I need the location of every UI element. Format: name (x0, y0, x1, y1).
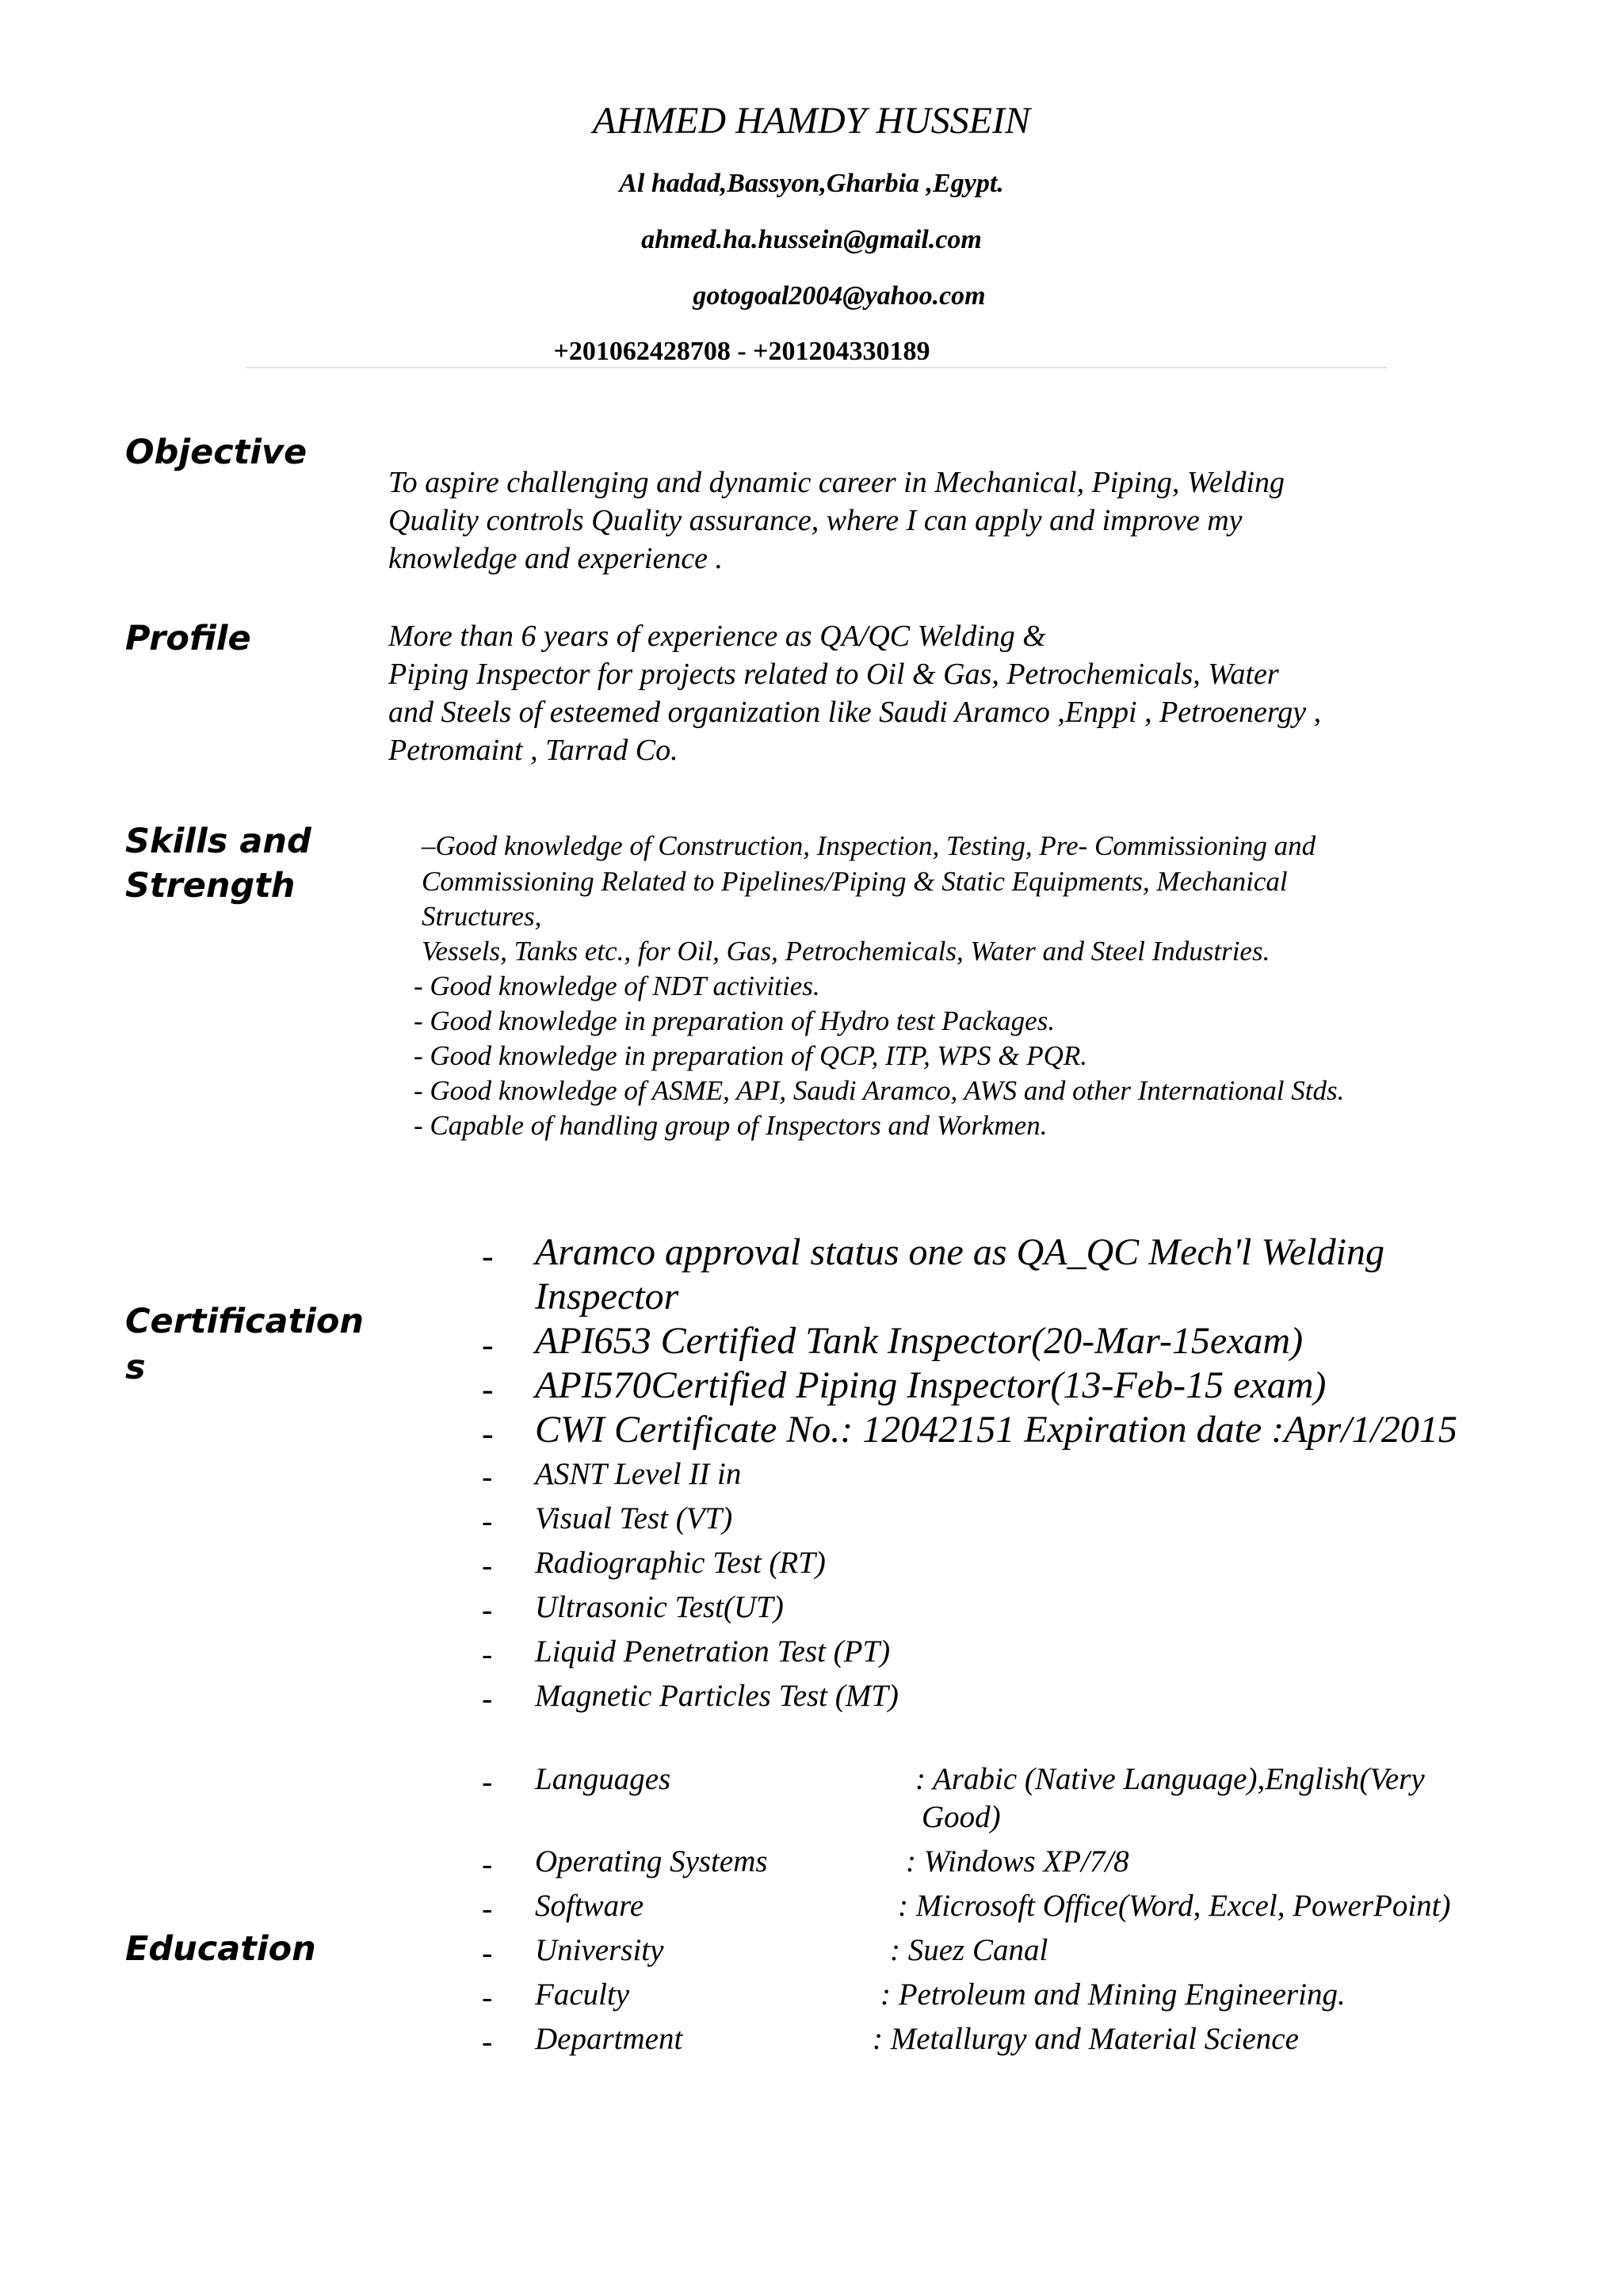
ndt-item: ASNT Level II in (535, 1457, 742, 1491)
list-dash: - (482, 1764, 493, 1799)
info-value-software: : Microsoft Office(Word, Excel, PowerPoint) (898, 1889, 1451, 1923)
skill-line: - Good knowledge in preparation of QCP, ITP, WPS & PQR. (414, 1040, 1087, 1071)
ndt-item: Liquid Penetration Test (PT) (535, 1634, 891, 1669)
profile-line: Piping Inspector for projects related to Oil & Gas, Petrochemicals, Water (388, 658, 1279, 691)
info-value-os: : Windows XP/7/8 (906, 1844, 1129, 1878)
list-dash: - (482, 1325, 494, 1364)
address: Al hadad,Bassyon,Gharbia ,Egypt. (619, 169, 1004, 198)
info-value-languages-cont: Good) (922, 1800, 1001, 1834)
section-title-skills: Skills and (125, 822, 311, 861)
list-dash: - (482, 1636, 493, 1672)
candidate-name: AHMED HAMDY HUSSEIN (593, 100, 1030, 142)
section-title-certifications: Certification (125, 1302, 365, 1341)
profile-line: and Steels of esteemed organization like Saudi Aramco ,Enppi , Petroenergy , (388, 696, 1322, 729)
list-dash: - (482, 1459, 493, 1494)
cert-item: Aramco approval status one as QA_QC Mech'l Welding (535, 1231, 1384, 1273)
section-title-education: Education (125, 1929, 316, 1969)
info-label-university: University (535, 1933, 664, 1967)
info-value-languages: : Arabic (Native Language),English(Very (915, 1762, 1425, 1796)
ndt-item: Ultrasonic Test(UT) (535, 1590, 784, 1624)
section-title-certifications-cont: s (125, 1348, 146, 1387)
list-dash: - (482, 1547, 493, 1583)
skill-line: - Good knowledge of ASME, API, Saudi Aramco, AWS and other International Stds. (414, 1075, 1345, 1106)
list-dash: - (482, 1370, 494, 1409)
objective-line: To aspire challenging and dynamic career in Mechanical, Piping, Welding (388, 466, 1285, 499)
ndt-item: Visual Test (VT) (535, 1501, 733, 1535)
skill-line: Commissioning Related to Pipelines/Piping & Static Equipments, Mechanical (422, 866, 1288, 897)
objective-line: knowledge and experience . (388, 542, 724, 575)
info-value-department: : Metallurgy and Material Science (873, 2022, 1299, 2056)
section-title-skills-cont: Strength (125, 866, 296, 906)
list-dash: - (482, 1592, 493, 1627)
skill-line: Structures, (422, 901, 542, 932)
section-title-profile: Profile (125, 619, 251, 658)
info-label-os: Operating Systems (535, 1844, 768, 1878)
list-dash: - (482, 1680, 493, 1716)
list-dash: - (482, 1979, 493, 2015)
list-dash: - (482, 1890, 493, 1926)
list-dash: - (482, 1846, 493, 1882)
info-value-university: : Suez Canal (890, 1933, 1048, 1967)
cert-item-cont: Inspector (535, 1276, 679, 1318)
cert-item: CWI Certificate No.: 12042151 Expiration date :Apr/1/2015 (535, 1409, 1457, 1451)
skill-line: - Good knowledge in preparation of Hydro test Packages. (414, 1005, 1056, 1036)
header-divider (246, 367, 1387, 368)
skill-line: –Good knowledge of Construction, Inspection, Testing, Pre- Commissioning and (422, 830, 1316, 861)
profile-line: Petromaint , Tarrad Co. (388, 734, 678, 767)
ndt-item: Magnetic Particles Test (MT) (535, 1679, 899, 1713)
info-label-faculty: Faculty (535, 1978, 630, 2012)
list-dash: - (482, 2023, 493, 2059)
phone-numbers: +201062428708 - +201204330189 (553, 337, 930, 366)
profile-line: More than 6 years of experience as QA/QC Welding & (388, 620, 1046, 653)
email-secondary[interactable]: gotogoal2004@yahoo.com (693, 281, 986, 311)
info-label-department: Department (535, 2022, 683, 2056)
objective-line: Quality controls Quality assurance, where I can apply and improve my (388, 504, 1243, 537)
list-dash: - (482, 1237, 494, 1276)
ndt-item: Radiographic Test (RT) (535, 1546, 826, 1580)
list-dash: - (482, 1935, 493, 1970)
cert-item: API570Certified Piping Inspector(13-Feb-15 exam) (535, 1364, 1327, 1406)
info-label-software: Software (535, 1889, 644, 1923)
skill-line: Vessels, Tanks etc., for Oil, Gas, Petrochemicals, Water and Steel Industries. (422, 936, 1270, 967)
info-label-languages: Languages (535, 1762, 671, 1796)
cert-item: API653 Certified Tank Inspector(20-Mar-15exam) (535, 1320, 1304, 1362)
list-dash: - (482, 1414, 494, 1453)
list-dash: - (482, 1503, 493, 1539)
skill-line: - Capable of handling group of Inspectors and Workmen. (414, 1110, 1048, 1141)
info-value-faculty: : Petroleum and Mining Engineering. (880, 1978, 1346, 2012)
skill-line: - Good knowledge of NDT activities. (414, 971, 820, 1001)
section-title-objective: Objective (125, 433, 307, 472)
email-primary[interactable]: ahmed.ha.hussein@gmail.com (641, 225, 982, 254)
